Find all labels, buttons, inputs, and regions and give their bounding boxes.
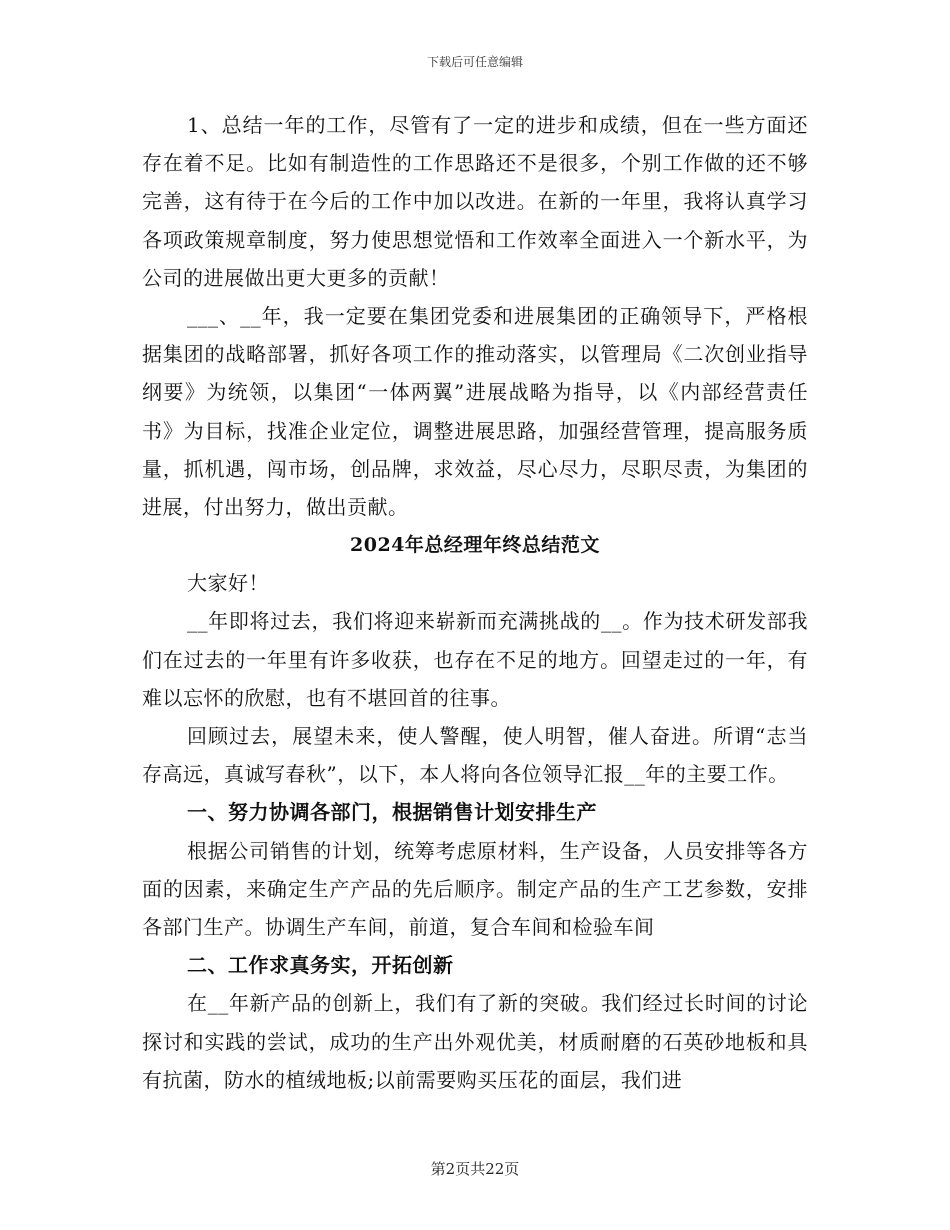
paragraph-plan: ___、__年，我一定要在集团党委和进展集团的正确领导下，严格根据集团的战略部署，抓好各项工作的推动落实，以管理局《二次创业指导纲要》为统领，以集团“一体两翼”进展战略为指导，以《内部经营责任书》为目标，找准企业定位，调整进展思路，加强经营管理，提高服务质量，抓机遇，闯市场，创品牌，求效益，尽心尽力，尽职尽责，为集团的进展，付出努力，做出贡献。 — [142, 304, 808, 520]
paragraph-review: 回顾过去，展望未来，使人警醒，使人明智，催人奋进。所谓“志当存高远，真诚写春秋”，以下，本人将向各位领导汇报__年的主要工作。 — [142, 724, 808, 787]
document-title: 2024年总经理年终总结范文 — [350, 534, 600, 557]
section-heading-1: 一、努力协调各部门，根据销售计划安排生产 — [187, 800, 597, 825]
paragraph-summary: 1、总结一年的工作，尽管有了一定的进步和成绩，但在一些方面还存在着不足。比如有制造性的工作思路还不是很多，个别工作做的还不够完善，这有待于在今后的工作中加以改进。在新的一年里，我将认真学习各项政策规章制度，努力使思想觉悟和工作效率全面进入一个新水平，为公司的进展做出更大更多的贡献！ — [142, 113, 808, 290]
paragraph-greeting: 大家好！ — [187, 571, 269, 596]
paragraph-production: 根据公司销售的计划，统筹考虑原材料，生产设备，人员安排等各方面的因素，来确定生产产品的先后顺序。制定产品的生产工艺参数，安排各部门生产。协调生产车间，前道，复合车间和检验车间 — [142, 838, 808, 940]
document-body — [142, 106, 808, 1099]
page-footer: 第2页共22页 — [430, 1160, 520, 1178]
section-heading-2: 二、工作求真务实，开拓创新 — [187, 953, 454, 978]
page-header: 下载后可任意编辑 — [426, 55, 523, 69]
paragraph-intro: __年即将过去，我们将迎来崭新而充满挑战的__。作为技术研发部我们在过去的一年里有许多收获，也存在不足的地方。回望走过的一年，有难以忘怀的欣慰，也有不堪回首的往事。 — [142, 609, 808, 710]
paragraph-innovation: 在__年新产品的创新上，我们有了新的突破。我们经过长时间的讨论探讨和实践的尝试，成功的生产出外观优美，材质耐磨的石英砂地板和具有抗菌，防水的植绒地板;以前需要购买压花的面层，我们进 — [142, 991, 808, 1092]
